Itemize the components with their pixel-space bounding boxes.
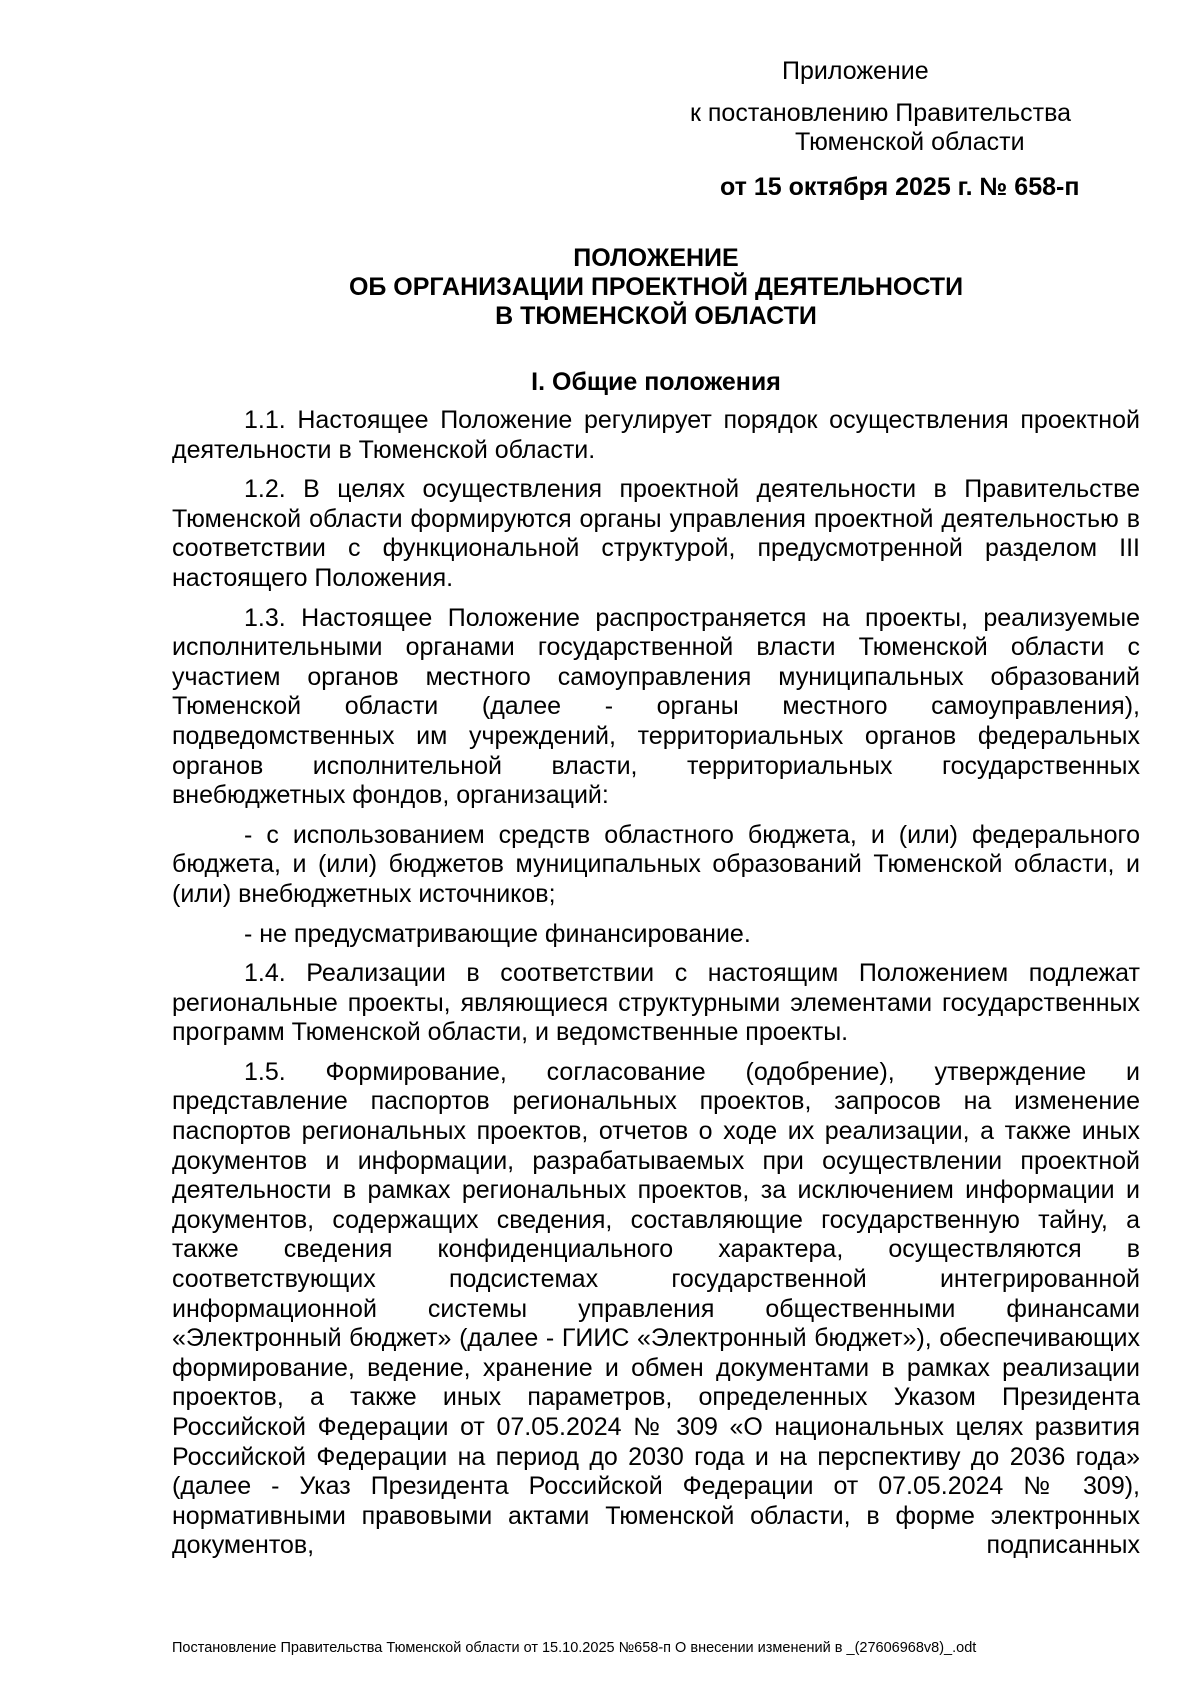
appendix-label: Приложение [782,57,929,85]
page-footer: Постановление Правительства Тюменской области от 15.10.2025 №658-п О внесении изменений в _(27606968v8)_.odt [172,1640,977,1656]
title-line-2: ОБ ОРГАНИЗАЦИИ ПРОЕКТНОЙ ДЕЯТЕЛЬНОСТИ [348,273,964,301]
appendix-date-number: от 15 октября 2025 г. № 658-п [720,173,1080,201]
title-line-1: ПОЛОЖЕНИЕ [573,244,739,272]
document-body [172,406,1140,1571]
appendix-region-line: Тюменской области [795,128,1025,156]
paragraph-1-1: 1.1. Настоящее Положение регулирует порядок осуществления проектной деятельности в Тюменской области. [172,406,1140,464]
paragraph-list-item-2: - не предусматривающие финансирование. [244,919,751,948]
section-heading: I. Общие положения [531,368,781,396]
paragraph-list-item-1: - с использованием средств областного бюджета, и (или) федерального бюджета, и (или) бюджетов муниципальных образований Тюменской области, и (или) внебюджетных источников; [172,820,1140,908]
paragraph-1-3: 1.3. Настоящее Положение распространяется на проекты, реализуемые исполнительными органами государственной власти Тюменской области с участием органов местного самоуправления муниципальных образований Тюменской области (далее - органы местного самоуправления), подведомственных им учреждений, территориальных органов федеральных органов исполнительной власти, территориальных государственных внебюджетных фондов, организаций: [172,603,1140,810]
paragraph-1-5: 1.5. Формирование, согласование (одобрение), утверждение и представление паспортов региональных проектов, запросов на изменение паспортов региональных проектов, отчетов о ходе их реализации, а также иных документов и информации, разрабатываемых при осуществлении проектной деятельности в рамках региональных проектов, за исключением информации и документов, содержащих сведения, составляющие государственную тайну, а также сведения конфиденциального характера, осуществляются в соответствующих подсистемах государственной интегрированной информационной системы управления общественными финансами «Электронный бюджет» (далее - ГИИС «Электронный бюджет»), обеспечивающих формирование, ведение, хранение и обмен документами в рамках реализации проектов, а также иных параметров, определенных Указом Президента Российской Федерации от 07.05.2024 № 309 «О национальных целях развития Российской Федерации на период до 2030 года и на перспективу до 2036 года» (далее - Указ Президента Российской Федерации от 07.05.2024 № 309), нормативными правовыми актами Тюменской области, в форме электронных документов, подписанных [172,1057,1140,1560]
appendix-resolution-line: к постановлению Правительства [690,99,1072,127]
paragraph-1-2: 1.2. В целях осуществления проектной деятельности в Правительстве Тюменской области формируются органы управления проектной деятельностью в соответствии с функциональной структурой, предусмотренной разделом III настоящего Положения. [172,475,1140,592]
document-title [172,244,1140,331]
title-line-3: В ТЮМЕНСКОЙ ОБЛАСТИ [495,302,817,330]
paragraph-1-4: 1.4. Реализации в соответствии с настоящим Положением подлежат региональные проекты, являющиеся структурными элементами государственных программ Тюменской области, и ведомственные проекты. [172,959,1140,1047]
